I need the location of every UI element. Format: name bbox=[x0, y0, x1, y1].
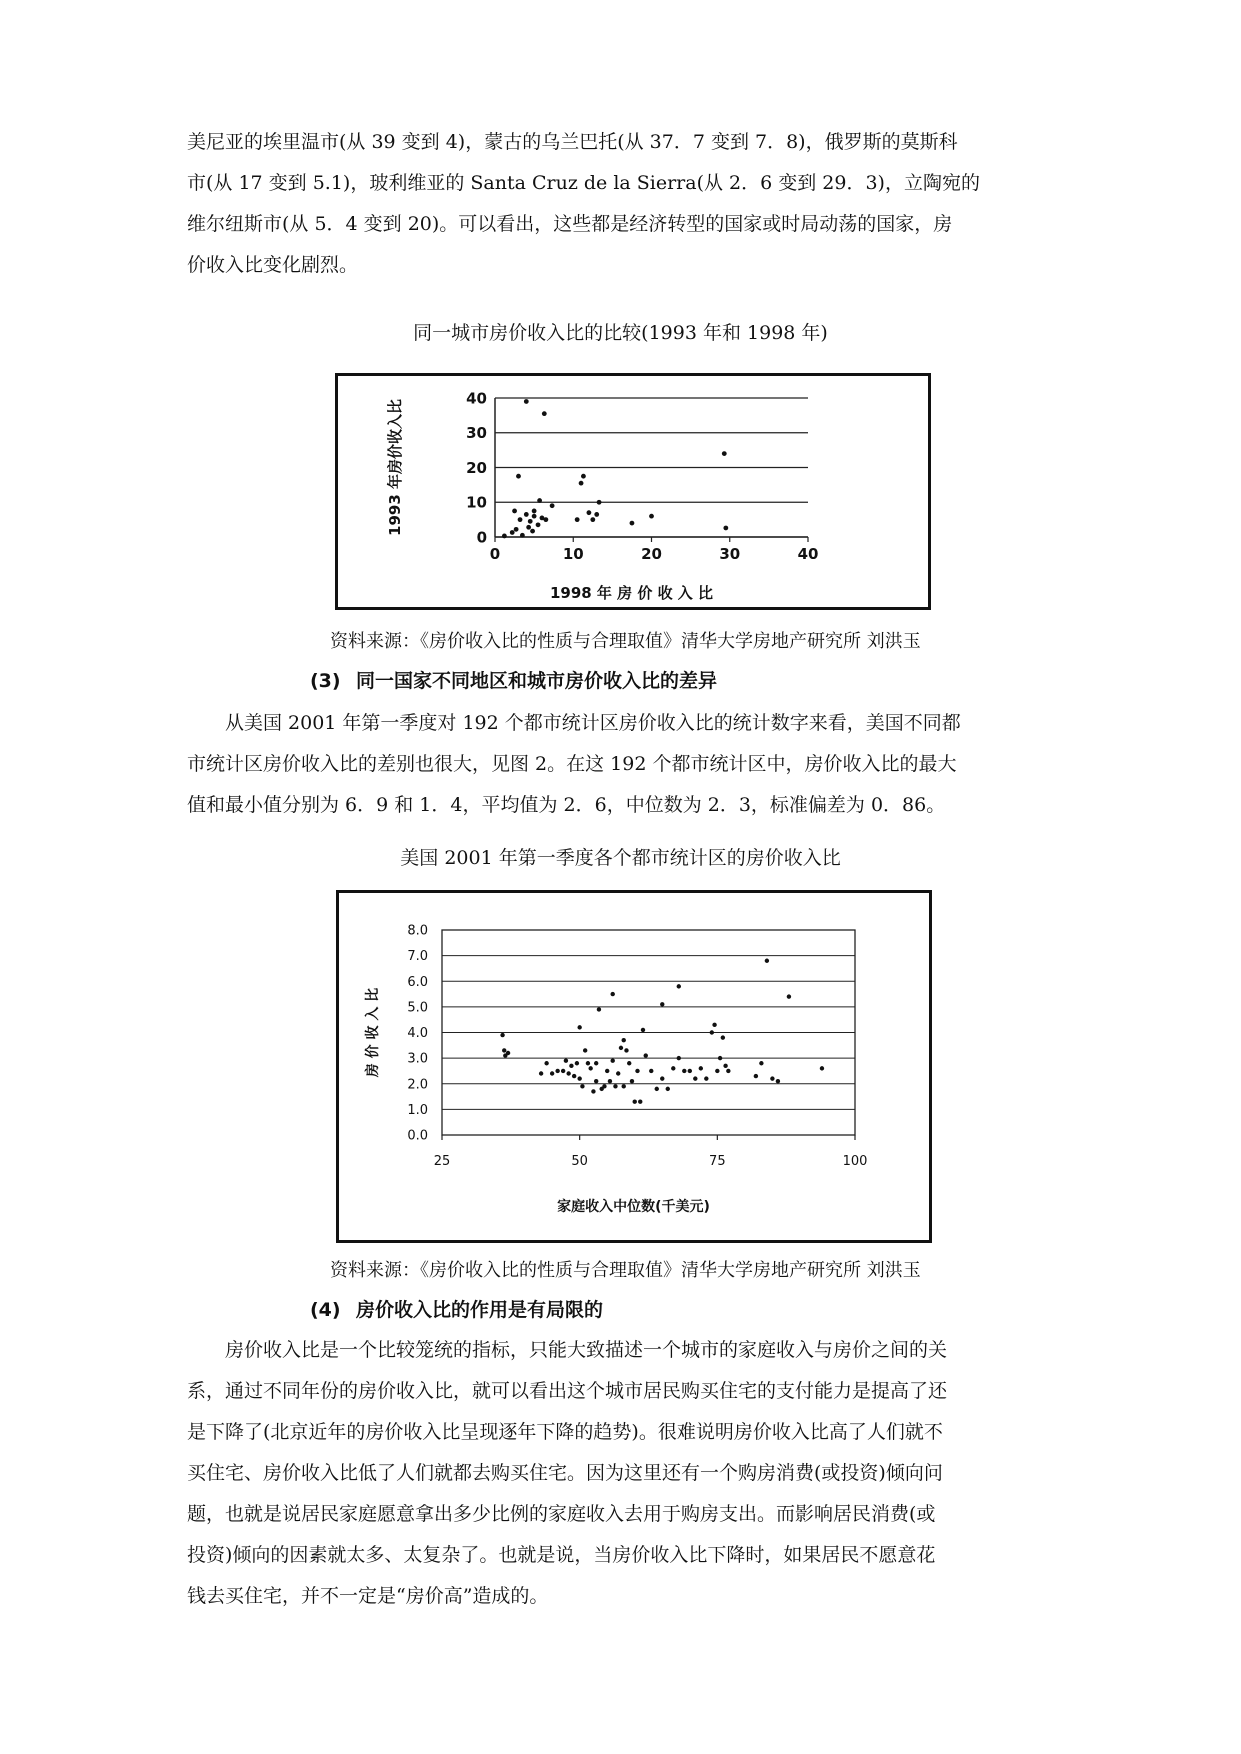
data-point bbox=[613, 1084, 617, 1088]
y-axis-label: 1993 年房价收入比 bbox=[386, 399, 404, 536]
data-point bbox=[577, 1025, 581, 1029]
section4-title: 房价收入比的作用是有局限的 bbox=[356, 1299, 604, 1321]
data-point bbox=[644, 1053, 648, 1057]
data-point bbox=[587, 510, 592, 515]
data-point bbox=[693, 1076, 697, 1080]
section3-number: (3) bbox=[310, 670, 341, 692]
y-axis-label: 房 价 收 入 比 bbox=[365, 987, 381, 1078]
data-point bbox=[569, 1064, 573, 1068]
text-line: 市统计区房价收入比的差别也很大，见图 2。在这 192 个都市统计区中，房价收入比的最大 bbox=[187, 753, 957, 775]
data-point bbox=[820, 1066, 824, 1070]
data-point bbox=[622, 1084, 626, 1088]
data-point bbox=[605, 1069, 609, 1073]
y-tick-label: 1.0 bbox=[407, 1102, 428, 1118]
figure1-chart bbox=[338, 376, 928, 607]
y-tick-label: 30 bbox=[466, 424, 487, 442]
data-point bbox=[581, 474, 586, 479]
text-line: 值和最小值分别为 6．9 和 1．4，平均值为 2．6，中位数为 2．3，标准偏差为 0．86。 bbox=[187, 794, 946, 816]
text-line: 市(从 17 变到 5.1)，玻利维亚的 Santa Cruz de la Sierra(从 2．6 变到 29．3)，立陶宛的 bbox=[187, 172, 980, 194]
data-point bbox=[502, 534, 507, 539]
data-point bbox=[537, 498, 542, 503]
data-point bbox=[754, 1074, 758, 1078]
data-point bbox=[616, 1071, 620, 1075]
figure1-source: 资料来源：《房价收入比的性质与合理取值》清华大学房地产研究所 刘洪玉 bbox=[330, 631, 921, 652]
text-line: 维尔纽斯市(从 5．4 变到 20)。可以看出，这些都是经济转型的国家或时局动荡的国家，房 bbox=[187, 213, 953, 235]
data-point bbox=[723, 526, 728, 531]
data-point bbox=[561, 1069, 565, 1073]
data-point bbox=[572, 1074, 576, 1078]
y-tick-label: 7.0 bbox=[407, 949, 428, 965]
data-point bbox=[627, 1061, 631, 1065]
data-point bbox=[594, 1079, 598, 1083]
data-point bbox=[622, 1038, 626, 1042]
data-point bbox=[688, 1069, 692, 1073]
data-point bbox=[638, 1099, 642, 1103]
figure1-frame bbox=[335, 373, 931, 610]
data-point bbox=[660, 1076, 664, 1080]
y-tick-label: 10 bbox=[466, 493, 487, 512]
data-point bbox=[543, 517, 548, 522]
data-point bbox=[619, 1046, 623, 1050]
x-tick-label: 10 bbox=[562, 545, 584, 563]
y-tick-label: 6.0 bbox=[407, 974, 428, 990]
x-tick-label: 20 bbox=[641, 545, 662, 563]
x-tick-label: 25 bbox=[433, 1154, 451, 1169]
paragraph-intro bbox=[187, 122, 1057, 286]
data-point bbox=[518, 517, 523, 522]
data-point bbox=[520, 533, 525, 538]
data-point bbox=[586, 1061, 590, 1065]
data-point bbox=[635, 1069, 639, 1073]
data-point bbox=[765, 959, 769, 963]
data-point bbox=[575, 517, 580, 522]
data-point bbox=[566, 1071, 570, 1075]
data-point bbox=[649, 1069, 653, 1073]
data-point bbox=[712, 1023, 716, 1027]
data-point bbox=[597, 500, 602, 505]
y-tick-label: 0.0 bbox=[407, 1128, 428, 1144]
data-point bbox=[532, 509, 537, 514]
data-point bbox=[718, 1056, 722, 1060]
data-point bbox=[542, 411, 547, 416]
x-tick-label: 0 bbox=[489, 545, 501, 563]
section3-title: 同一国家不同地区和城市房价收入比的差异 bbox=[356, 670, 718, 692]
data-point bbox=[510, 530, 515, 535]
data-point bbox=[591, 1089, 595, 1093]
data-point bbox=[776, 1079, 780, 1083]
paragraph-us-stats bbox=[187, 703, 1057, 826]
x-tick-label: 40 bbox=[797, 545, 819, 563]
data-point bbox=[500, 1033, 504, 1037]
x-tick-label: 100 bbox=[842, 1154, 868, 1169]
x-axis-label: 家庭收入中位数(千美元) bbox=[557, 1199, 710, 1215]
data-point bbox=[588, 1066, 592, 1070]
data-point bbox=[580, 1084, 584, 1088]
data-point bbox=[530, 529, 535, 534]
data-point bbox=[787, 994, 791, 998]
data-point bbox=[583, 1048, 587, 1052]
data-point bbox=[544, 1061, 548, 1065]
data-point bbox=[677, 984, 681, 988]
data-point bbox=[655, 1087, 659, 1091]
data-point bbox=[633, 1099, 637, 1103]
data-point bbox=[550, 503, 555, 508]
text-line: 钱去买住宅，并不一定是“房价高”造成的。 bbox=[187, 1585, 549, 1607]
text-line: 投资)倾向的因素就太多、太复杂了。也就是说，当房价收入比下降时，如果居民不愿意花 bbox=[187, 1544, 936, 1566]
data-point bbox=[536, 522, 541, 527]
y-tick-label: 0 bbox=[476, 528, 487, 547]
x-tick-label: 50 bbox=[571, 1154, 588, 1169]
data-point bbox=[608, 1079, 612, 1083]
data-point bbox=[624, 1048, 628, 1052]
paragraph-limitations bbox=[187, 1330, 1057, 1617]
data-point bbox=[524, 512, 529, 517]
data-point bbox=[699, 1066, 703, 1070]
text-line: 是下降了(北京近年的房价收入比呈现逐年下降的趋势)。很难说明房价收入比高了人们就不 bbox=[187, 1421, 943, 1443]
figure2-caption: 美国 2001 年第一季度各个都市统计区的房价收入比 bbox=[400, 847, 841, 869]
data-point bbox=[602, 1084, 606, 1088]
data-point bbox=[704, 1076, 708, 1080]
section3-heading bbox=[310, 666, 717, 693]
data-point bbox=[555, 1069, 559, 1073]
y-tick-label: 40 bbox=[466, 389, 487, 408]
section4-heading bbox=[310, 1295, 603, 1322]
data-point bbox=[594, 512, 599, 517]
section4-number: (4) bbox=[310, 1299, 341, 1321]
data-point bbox=[539, 1071, 543, 1075]
data-point bbox=[671, 1066, 675, 1070]
data-point bbox=[649, 514, 654, 519]
data-point bbox=[721, 1035, 725, 1039]
data-point bbox=[579, 481, 584, 486]
data-point bbox=[528, 519, 533, 524]
text-line: 系，通过不同年份的房价收入比，就可以看出这个城市居民购买住宅的支付能力是提高了还 bbox=[187, 1380, 948, 1402]
data-point bbox=[726, 1069, 730, 1073]
y-tick-label: 3.0 bbox=[407, 1051, 428, 1067]
data-point bbox=[502, 1048, 506, 1052]
data-point bbox=[611, 1058, 615, 1062]
y-tick-label: 4.0 bbox=[407, 1026, 428, 1042]
data-point bbox=[590, 517, 595, 522]
data-point bbox=[506, 1051, 510, 1055]
data-point bbox=[759, 1061, 763, 1065]
data-point bbox=[641, 1028, 645, 1032]
data-point bbox=[722, 451, 727, 456]
data-point bbox=[516, 474, 521, 479]
figure2-frame bbox=[336, 890, 932, 1243]
y-tick-label: 5.0 bbox=[407, 1000, 428, 1016]
figure1-caption: 同一城市房价收入比的比较(1993 年和 1998 年) bbox=[413, 322, 828, 344]
data-point bbox=[666, 1087, 670, 1091]
data-point bbox=[526, 525, 531, 530]
data-point bbox=[532, 514, 537, 519]
data-point bbox=[715, 1069, 719, 1073]
data-point bbox=[564, 1058, 568, 1062]
data-point bbox=[512, 509, 517, 514]
x-tick-label: 30 bbox=[719, 545, 741, 563]
data-point bbox=[575, 1061, 579, 1065]
data-point bbox=[630, 521, 635, 526]
data-point bbox=[710, 1030, 714, 1034]
data-point bbox=[550, 1071, 554, 1075]
y-tick-label: 20 bbox=[466, 458, 487, 477]
data-point bbox=[682, 1069, 686, 1073]
x-axis-label: 1998 年 房 价 收 入 比 bbox=[549, 584, 714, 602]
data-point bbox=[611, 992, 615, 996]
y-tick-label: 2.0 bbox=[407, 1077, 428, 1093]
figure2-chart bbox=[339, 893, 929, 1240]
data-point bbox=[677, 1056, 681, 1060]
text-line: 从美国 2001 年第一季度对 192 个都市统计区房价收入比的统计数字来看，美国不同都 bbox=[225, 712, 961, 734]
text-line: 买住宅、房价收入比低了人们就都去购买住宅。因为这里还有一个购房消费(或投资)倾向问 bbox=[187, 1462, 943, 1484]
y-tick-label: 8.0 bbox=[407, 923, 428, 939]
data-point bbox=[597, 1007, 601, 1011]
data-point bbox=[723, 1064, 727, 1068]
data-point bbox=[660, 1002, 664, 1006]
data-point bbox=[524, 399, 529, 404]
figure2-source: 资料来源：《房价收入比的性质与合理取值》清华大学房地产研究所 刘洪玉 bbox=[330, 1260, 921, 1281]
text-line: 美尼亚的埃里温市(从 39 变到 4)，蒙古的乌兰巴托(从 37．7 变到 7．8)，俄罗斯的莫斯科 bbox=[187, 131, 958, 153]
data-point bbox=[594, 1061, 598, 1065]
data-point bbox=[770, 1076, 774, 1080]
x-tick-label: 75 bbox=[709, 1154, 726, 1169]
data-point bbox=[630, 1079, 634, 1083]
data-point bbox=[577, 1076, 581, 1080]
text-line: 价收入比变化剧烈。 bbox=[187, 254, 359, 276]
text-line: 房价收入比是一个比较笼统的指标，只能大致描述一个城市的家庭收入与房价之间的关 bbox=[225, 1339, 948, 1361]
data-point bbox=[514, 527, 519, 532]
text-line: 题，也就是说居民家庭愿意拿出多少比例的家庭收入去用于购房支出。而影响居民消费(或 bbox=[187, 1503, 936, 1525]
